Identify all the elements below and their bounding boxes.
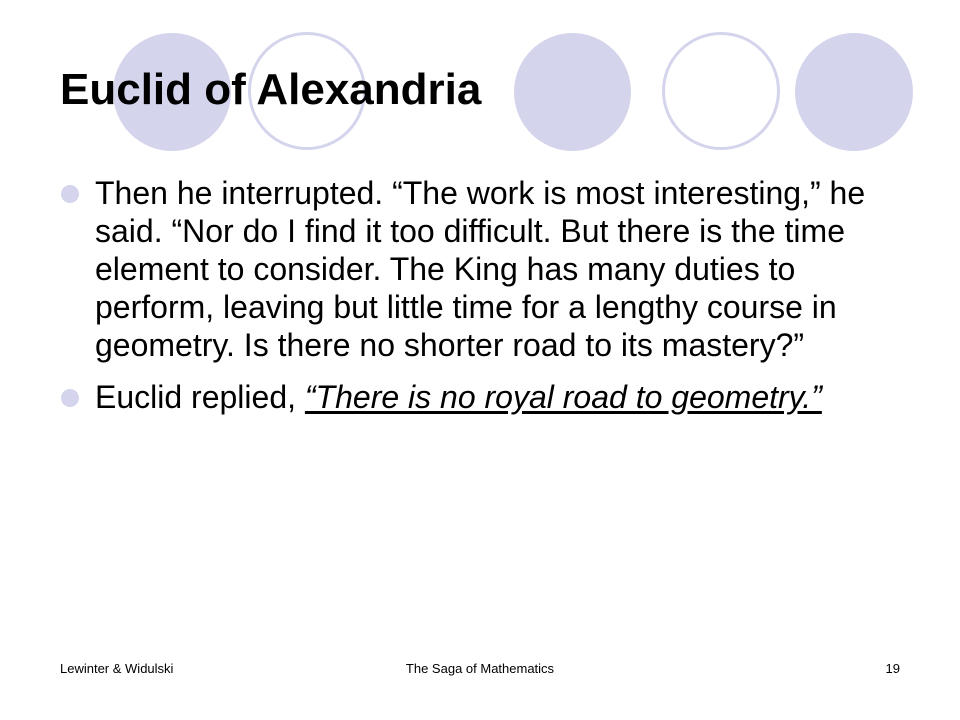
bullet-text: Euclid replied,	[95, 379, 305, 415]
bullet-dot-icon	[61, 389, 79, 407]
bullet-text: Then he interrupted. “The work is most interesting,” he said. “Nor do I find it too difficult. But there is the time element to consider. The King has many duties to perform, leaving but little time for a lengthy course in geometry. Is there no shorter road to its mastery?”	[95, 175, 866, 363]
bullet-dot-icon	[61, 185, 79, 203]
bullet-item-2	[60, 378, 900, 416]
decorative-circle-3	[514, 33, 631, 151]
decorative-circle-4	[662, 32, 780, 150]
footer-title: The Saga of Mathematics	[405, 661, 555, 676]
slide-title: Euclid of Alexandria	[60, 65, 482, 114]
page-number: 19	[885, 661, 900, 676]
bullet-list	[60, 174, 900, 430]
decorative-circle-5	[795, 33, 913, 151]
euclid-quote: “There is no royal road to geometry.”	[304, 379, 822, 415]
bullet-item-1	[60, 174, 900, 364]
footer-authors: Lewinter & Widulski	[60, 661, 174, 676]
